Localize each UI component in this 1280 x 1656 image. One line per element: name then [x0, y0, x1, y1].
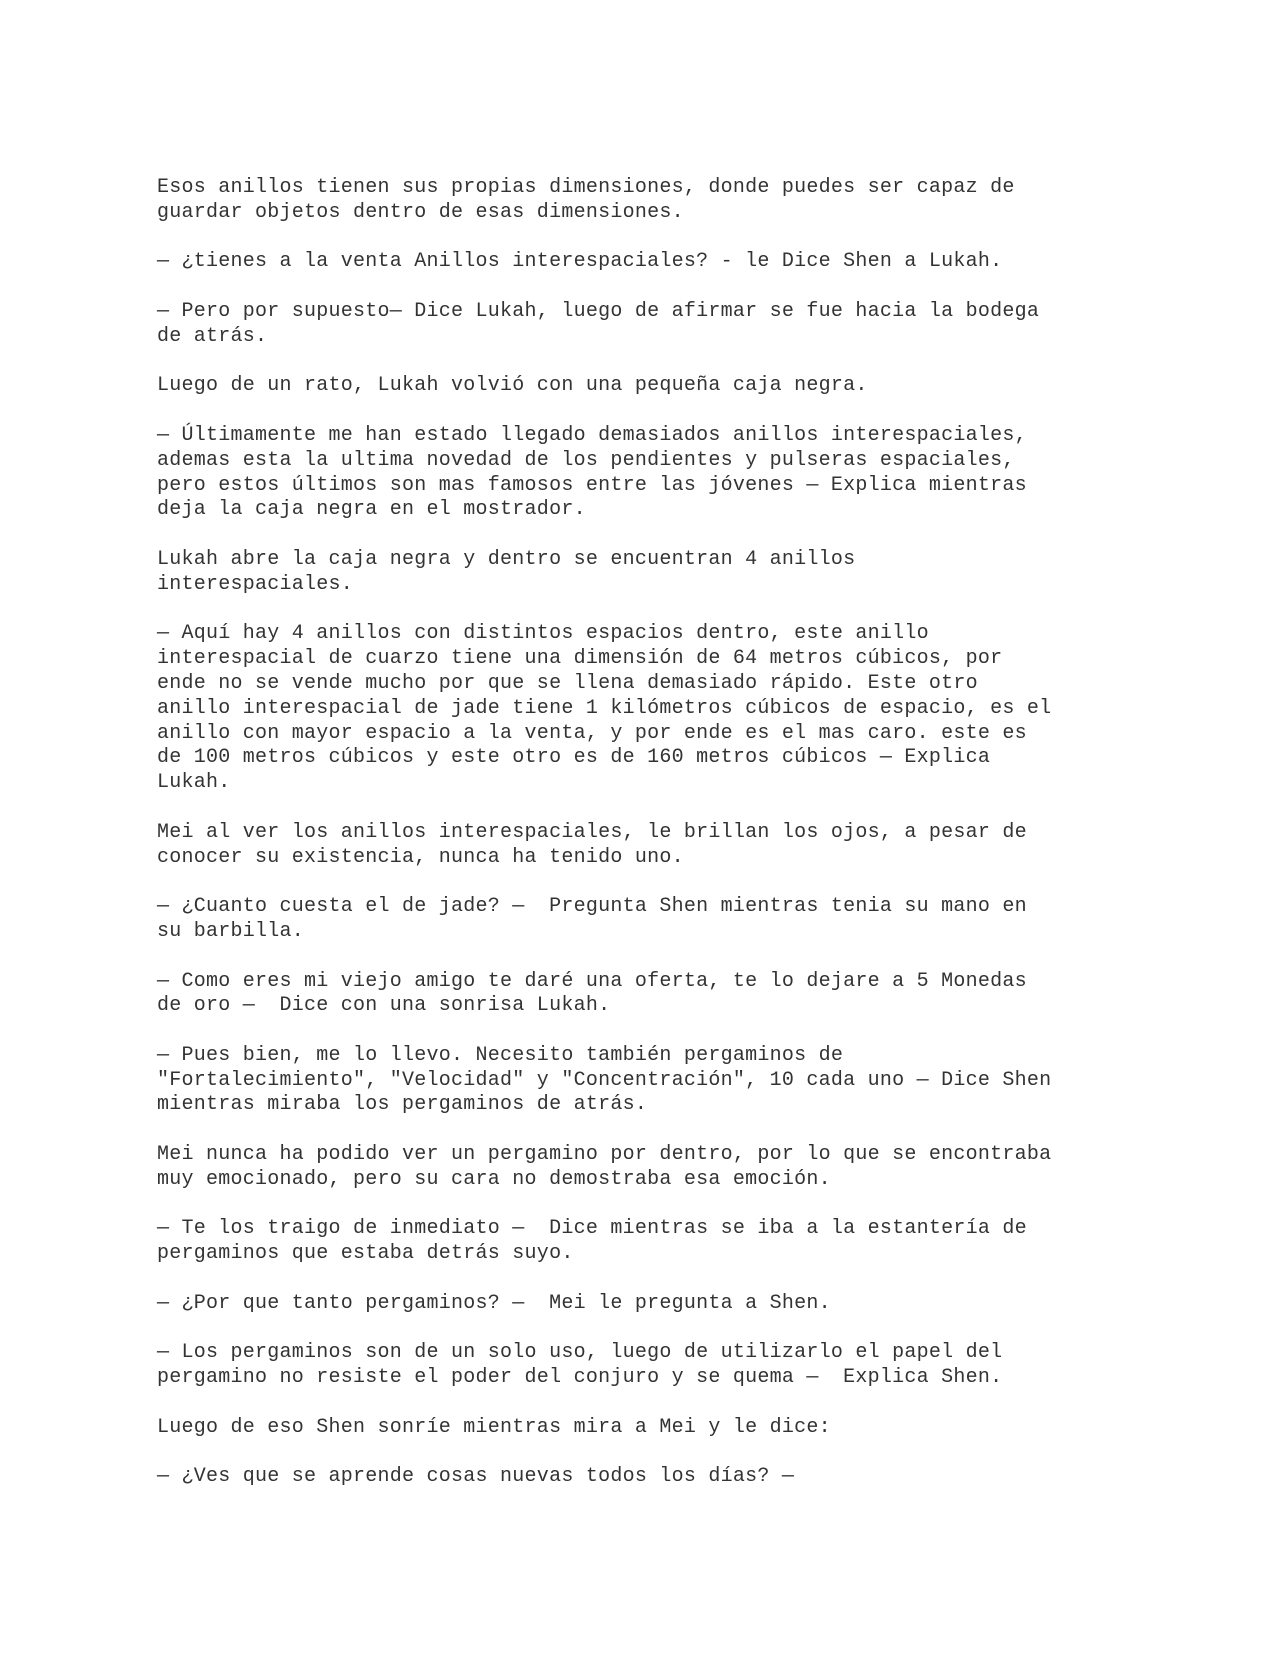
- paragraph: — Como eres mi viejo amigo te daré una oferta, te lo dejare a 5 Monedas de oro — Dice con una sonrisa Lukah.: [157, 969, 1027, 1018]
- paragraph: — ¿Cuanto cuesta el de jade? — Pregunta Shen mientras tenia su mano en su barbilla.: [157, 895, 1027, 943]
- paragraph: — Pero por supuesto— Dice Lukah, luego de afirmar se fue hacia la bodega de atrás.: [157, 299, 1040, 348]
- paragraph: — ¿Por que tanto pergaminos? — Mei le pregunta a Shen.: [157, 1291, 831, 1315]
- paragraph: Mei al ver los anillos interespaciales, le brillan los ojos, a pesar de conocer su existencia, nunca ha tenido uno.: [157, 820, 1027, 869]
- paragraph: Esos anillos tienen sus propias dimensiones, donde puedes ser capaz de guardar objetos dentro de esas dimensiones.: [157, 176, 1015, 224]
- paragraph: Luego de eso Shen sonríe mientras mira a Mei y le dice:: [157, 1415, 831, 1439]
- paragraph: — Aquí hay 4 anillos con distintos espacios dentro, este anillo interespacial de cuarzo tiene una dimensión de 64 metros cúbicos, por ende no se vende mucho por que se llena demasiado rápido. Este otro anillo interespacial de jade tiene 1 kilómetros cúbicos de espacio, es el anillo con mayor espacio a la venta, y por ende es el mas caro. este es de 100 metros cúbicos y este otro es de 160 metros cúbicos — Explica Lukah.: [157, 622, 1052, 795]
- paragraph: — Últimamente me han estado llegado demasiados anillos interespaciales, ademas esta la ultima novedad de los pendientes y pulseras espaciales, pero estos últimos son mas famosos entre las jóvenes — Explica mientras deja la caja negra en el mostrador.: [157, 423, 1027, 522]
- paragraph: Mei nunca ha podido ver un pergamino por dentro, por lo que se encontraba muy emocionado, pero su cara no demostraba esa emoción.: [157, 1143, 1052, 1191]
- document-body: [157, 176, 1157, 1515]
- paragraph: — ¿Ves que se aprende cosas nuevas todos los días? —: [157, 1465, 795, 1489]
- paragraph: — ¿tienes a la venta Anillos interespaciales? - le Dice Shen a Lukah.: [157, 250, 1003, 274]
- paragraph: — Los pergaminos son de un solo uso, luego de utilizarlo el papel del pergamino no resiste el poder del conjuro y se quema — Explica Shen.: [157, 1341, 1003, 1390]
- paragraph: Lukah abre la caja negra y dentro se encuentran 4 anillos interespaciales.: [157, 547, 856, 596]
- paragraph: — Pues bien, me lo llevo. Necesito también pergaminos de "Fortalecimiento", "Velocidad" y "Concentración", 10 cada uno — Dice Shen mientras miraba los pergaminos de atrás.: [157, 1043, 1052, 1117]
- paragraph: — Te los traigo de inmediato — Dice mientras se iba a la estantería de pergaminos que estaba detrás suyo.: [157, 1217, 1027, 1266]
- paragraph: Luego de un rato, Lukah volvió con una pequeña caja negra.: [157, 374, 868, 398]
